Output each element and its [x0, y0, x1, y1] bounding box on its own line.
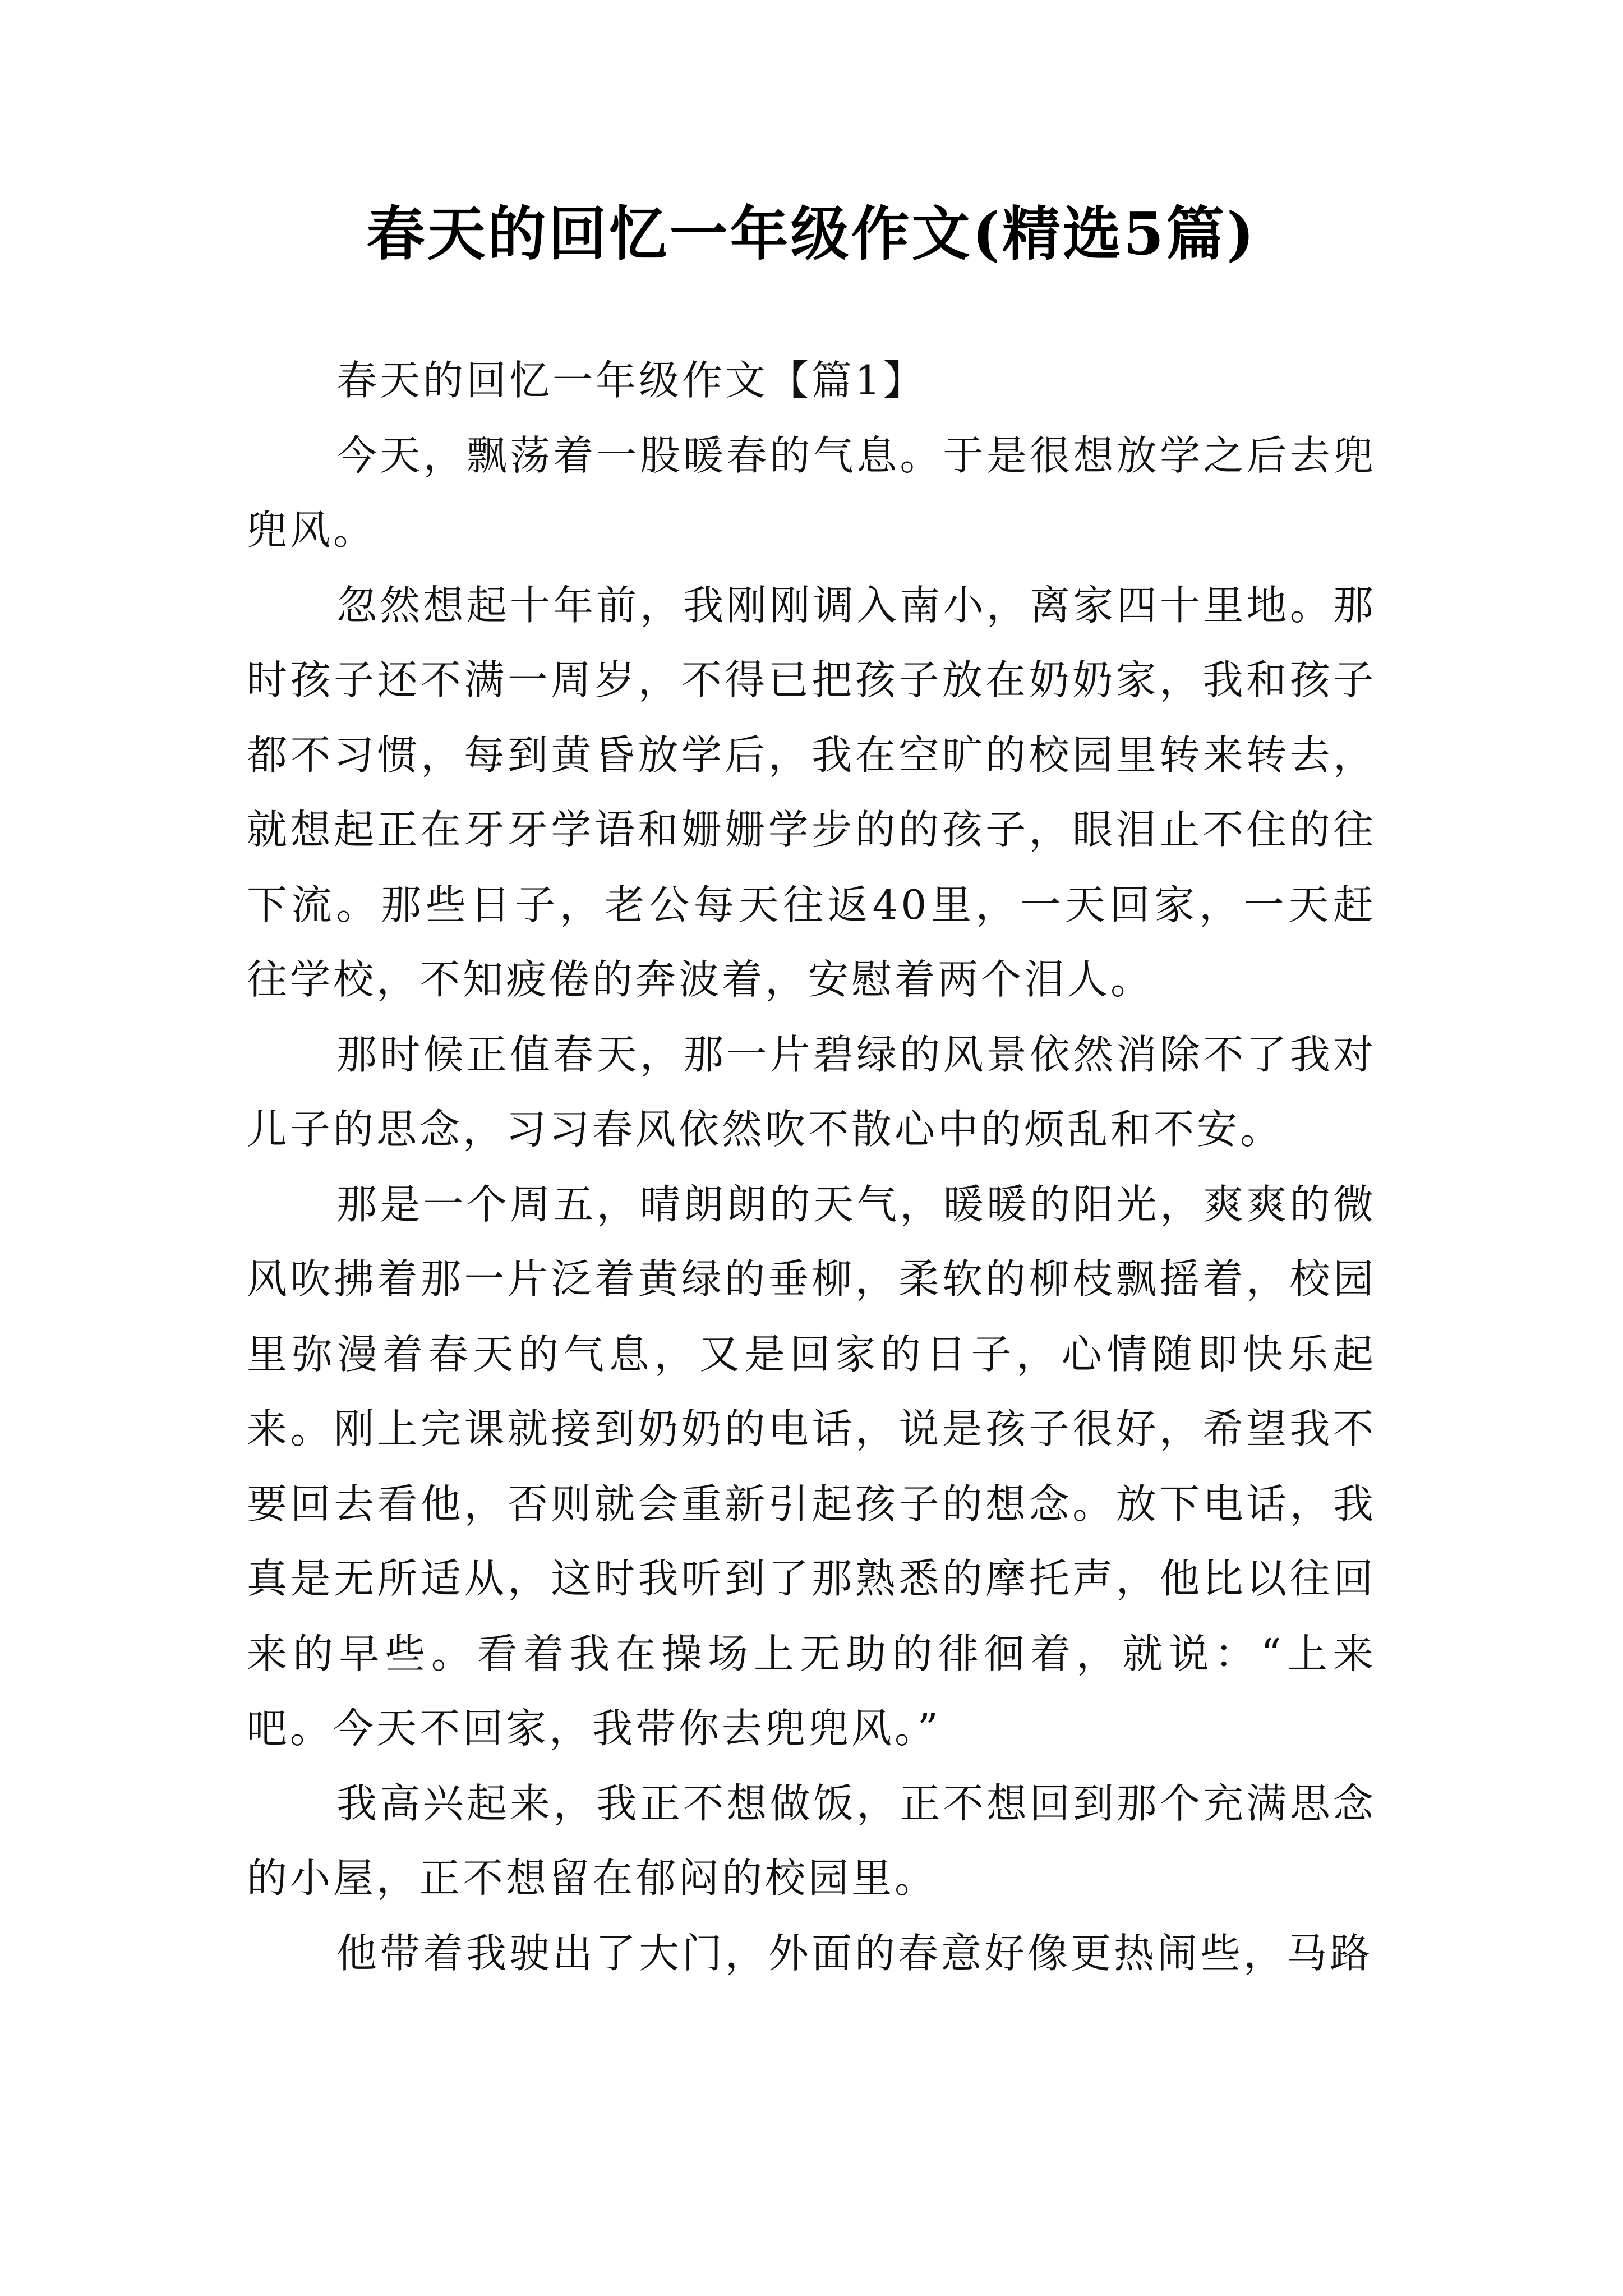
document-title: 春天的回忆一年级作文(精选5篇) [366, 199, 1257, 268]
paragraph-5: 我高兴起来，我正不想做饭，正不想回到那个充满思念的小屋，正不想留在郁闷的校园里。 [247, 1779, 1376, 1902]
document-body [247, 343, 1376, 1991]
paragraph-1: 今天，飘荡着一股暖春的气息。于是很想放学之后去兜兜风。 [247, 431, 1376, 554]
paragraph-6: 他带着我驶出了大门，外面的春意好像更热闹些，马路 [336, 1929, 1373, 1977]
paragraph-2: 忽然想起十年前，我刚刚调入南小，离家四十里地。那时孩子还不满一周岁，不得已把孩子放在奶奶家，我和孩子都不习惯，每到黄昏放学后，我在空旷的校园里转来转去，就想起正在牙牙学语和姗姗学步的的孩子，眼泪止不住的往下流。那些日子，老公每天往返40里，一天回家，一天赶往学校，不知疲倦的奔波着，安慰着两个泪人。 [247, 581, 1376, 1003]
paragraph-3: 那时候正值春天，那一片碧绿的风景依然消除不了我对儿子的思念，习习春风依然吹不散心中的烦乱和不安。 [247, 1030, 1376, 1153]
section-heading: 春天的回忆一年级作文【篇1】 [336, 357, 926, 404]
paragraph-4: 那是一个周五，晴朗朗的天气，暖暖的阳光，爽爽的微风吹拂着那一片泛着黄绿的垂柳，柔软的柳枝飘摇着，校园里弥漫着春天的气息，又是回家的日子，心情随即快乐起来。刚上完课就接到奶奶的电话，说是孩子很好，希望我不要回去看他，否则就会重新引起孩子的想念。放下电话，我真是无所适从，这时我听到了那熟悉的摩托声，他比以往回来的早些。看着我在操场上无助的徘徊着，就说：“上来吧。今天不回家，我带你去兜兜风。” [247, 1180, 1376, 1752]
